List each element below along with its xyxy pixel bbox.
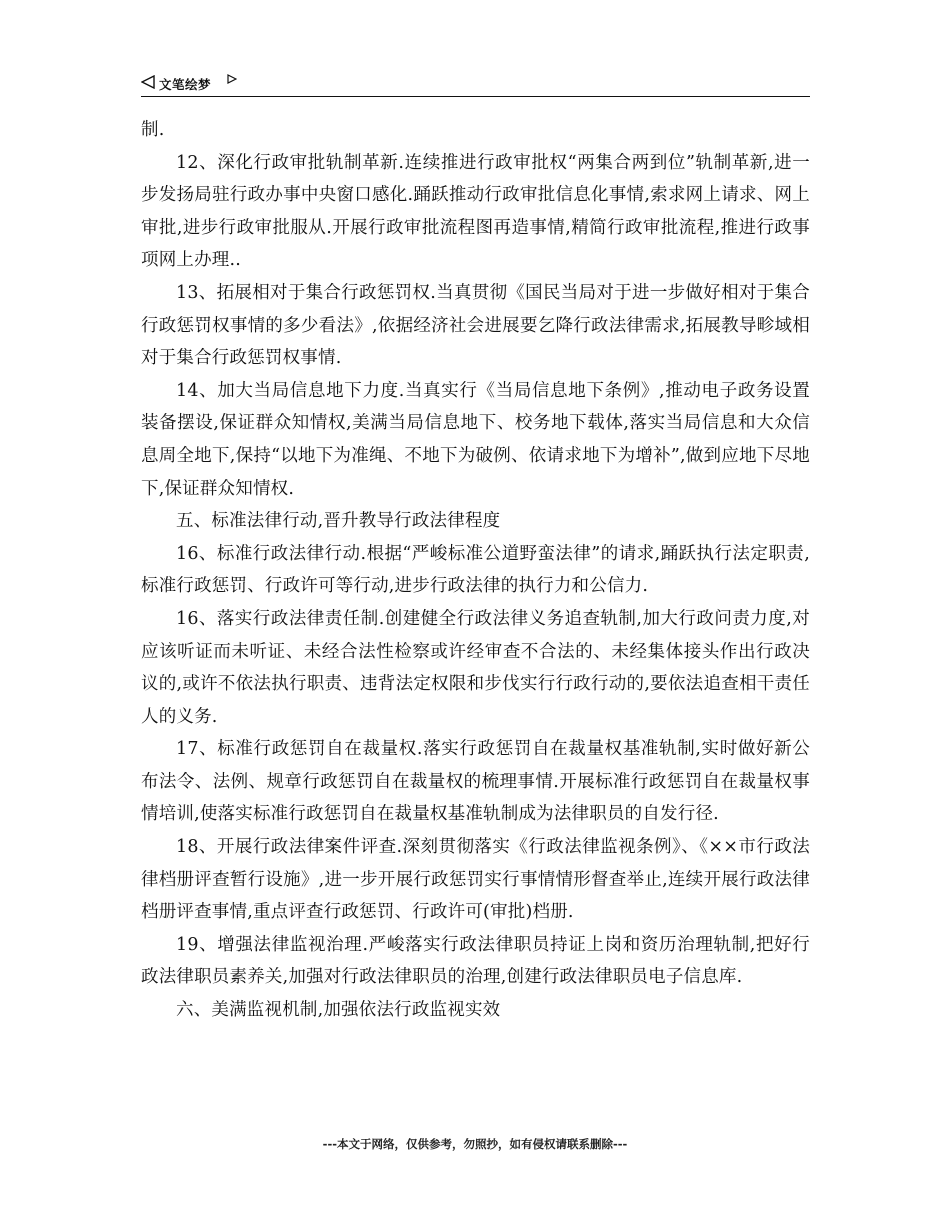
triangle-left-icon [141, 75, 155, 89]
disclaimer-footer: ---本文于网络，仅供参考，勿照抄，如有侵权请联系删除--- [322, 1137, 628, 1151]
document-body [141, 114, 810, 1027]
paragraph: 16、落实行政法律责任制.创建健全行政法律义务追查轨制,加大行政问责力度,对应该听证而未听证、未经合法性检察或许经审查不合法的、未经集体接头作出行政决议的,或许不依法执行职责、违背法定权限和步伐实行行政行动的,要依法追查相干责任人的义务. [141, 608, 810, 727]
page-header [141, 72, 810, 97]
triangle-right-icon [227, 74, 237, 84]
paragraph: 19、增强法律监视治理.严峻落实行政法律职员持证上岗和资历治理轨制,把好行政法律职员素养关,加强对行政法律职员的治理,创建行政法律职员电子信息库. [141, 934, 810, 988]
paragraph: 14、加大当局信息地下力度.当真实行《当局信息地下条例》,推动电子政务设置装备摆设,保证群众知情权,美满当局信息地下、校务地下载体,落实当局信息和大众信息周全地下,保持“以地下为准绳、不地下为破例、依请求地下为增补”,做到应地下尽地下,保证群众知情权. [141, 380, 811, 499]
section-heading: 五、标准法律行动,晋升教导行政法律程度 [176, 511, 501, 532]
paragraph: 16、标准行政法律行动.根据“严峻标准公道野蛮法律”的请求,踊跃执行法定职责,标准行政惩罚、行政许可等行动,进步行政法律的执行力和公信力. [141, 543, 810, 597]
paragraph: 18、开展行政法律案件评查.深刻贯彻落实《行政法律监视条例》、《××市行政法律档册评查暂行设施》,进一步开展行政惩罚实行事情情形督查举止,连续开展行政法律档册评查事情,重点评查行政惩罚、行政许可(审批)档册. [141, 837, 810, 923]
section-heading: 六、美满监视机制,加强依法行政监视实效 [176, 1000, 501, 1021]
brand-name: 文笔绘梦 [159, 77, 212, 92]
paragraph: 13、拓展相对于集合行政惩罚权.当真贯彻《国民当局对于进一步做好相对于集合行政惩罚权事情的多少看法》,依据经济社会进展要乞降行政法律需求,拓展教导畛域相对于集合行政惩罚权事情. [141, 282, 810, 369]
paragraph: 17、标准行政惩罚自在裁量权.落实行政惩罚自在裁量权基准轨制,实时做好新公布法令、法例、规章行政惩罚自在裁量权的梳理事情.开展标准行政惩罚自在裁量权事情培训,使落实标准行政惩罚自在裁量权基准轨制成为法律职员的自发行径. [141, 739, 810, 825]
paragraph: 12、深化行政审批轨制革新.连续推进行政审批权“两集合两到位”轨制革新,进一步发扬局驻行政办事中央窗口感化.踊跃推动行政审批信息化事情,索求网上请求、网上审批,进步行政审批服从.开展行政审批流程图再造事情,精简行政审批流程,推进行政事项网上办理.. [141, 152, 810, 271]
paragraph: 制. [141, 120, 165, 140]
